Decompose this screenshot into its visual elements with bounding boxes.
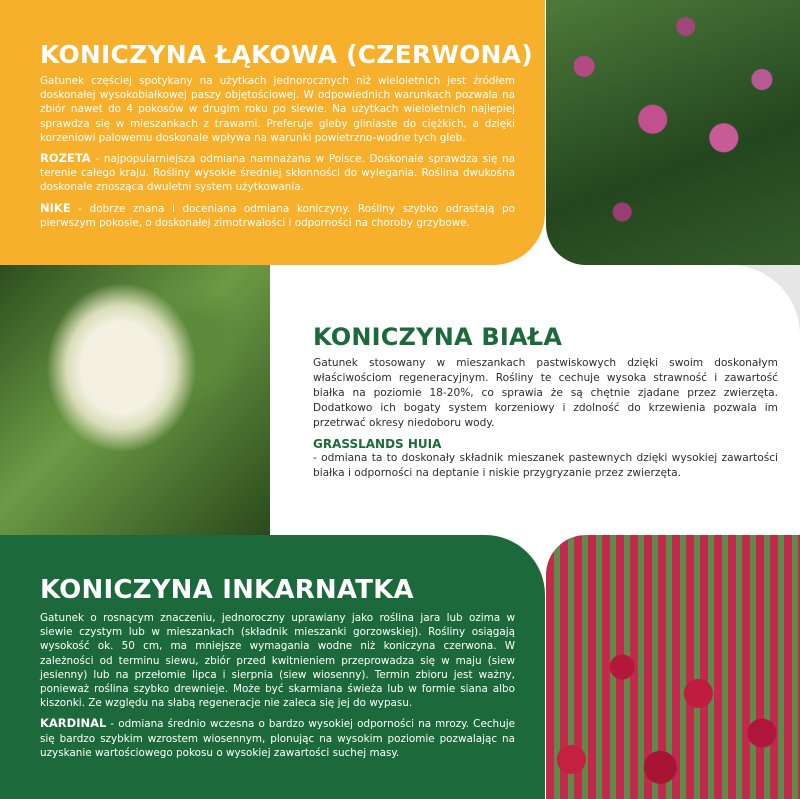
white-clover-section <box>313 322 778 487</box>
variety-name: NIKE <box>40 200 71 215</box>
variety-name: GRASSLANDS HUIA <box>313 437 442 451</box>
crimson-clover-title: KONICZYNA INKARNATKA <box>40 575 414 605</box>
variety-name: KARDINAL <box>40 716 107 731</box>
red-clover-photo <box>546 0 800 265</box>
crimson-clover-photo <box>546 535 800 799</box>
variety-rozeta <box>40 151 515 195</box>
red-clover-title: KONICZYNA ŁĄKOWA (CZERWONA) <box>40 40 533 69</box>
white-clover-description: Gatunek stosowany w mieszankach pastwiskowych dzięki swoim doskonałym właściwościom regeneracyjnym. Rośliny te cechuje wysoka strawność i zawartość białka na poziomie 18-20%, co sprawia że są chętnie zjadane przez zwierzęta. Dodatkowo ich bogaty system korzeniowy i zdolność do krzewienia pozwala im przetrwać okresy niedoboru wody. <box>313 357 778 429</box>
crimson-clover-section <box>0 535 545 799</box>
variety-nike <box>40 201 515 230</box>
variety-text: - odmiana ta to doskonały składnik mieszanek pastewnych dzięki wysokiej zawartości białka i odporności na deptanie i niskie przygryzanie przez zwierzęta. <box>313 452 778 479</box>
white-clover-photo <box>0 265 270 535</box>
variety-text: - dobrze znana i doceniana odmiana koniczyny. Rośliny szybko odrastają po pierwszym pokosie, o doskonałej zimotrwałości i odporności na choroby grzybowe. <box>40 202 515 229</box>
variety-text: - odmiana średnio wczesna o bardzo wysokiej odporności na mrozy. Cechuje się bardzo szybkim wzrostem wiosennym, plonując na wysokim poziomie pozwalając na uzyskanie wartościowego pokosu o wysokiej zawartości suchej masy. <box>40 718 515 759</box>
red-clover-description: Gatunek częściej spotykany na użytkach jednorocznych niż wieloletnich jest źródłem doskonałej wysokobiałkowej paszy objętościowej. W odpowiednich warunkach pozwala na zbiór nawet do 4 pokosów w drugim roku po siewie. Na użytkach wieloletnich najlepiej sprawdza się w mieszankach z trawami. Preferuje gleby gliniaste do ciężkich, a dzięki korzeniowi palowemu doskonale wpływa na warunki powietrzno-wodne tych gleb. <box>40 75 515 144</box>
crimson-clover-description: Gatunek o rosnącym znaczeniu, jednoroczny uprawiany jako roślina jara lub ozima w siewie czystym lub w mieszankach (składnik mieszanki gorzowskiej). Rośliny osiągają wysokość ok. 50 cm, ma mniejsze wymagania wodne niż koniczyna czerwona. W zależności od terminu siewu, zbiór przed kwitnieniem przeprowadza się w maju (siew jesienny) lub na przełomie lipca i sierpnia (siew wiosenny). Termin zbioru jest ważny, ponieważ roślina szybko drewnieje. Może być skarmiana świeża lub w formie siana albo kiszonki. Ze względu na słabą regeneracje nie zaleca się jej do wypasu. <box>40 612 515 710</box>
variety-kardinal <box>40 716 515 760</box>
white-clover-title: KONICZYNA BIAŁA <box>313 323 563 351</box>
variety-name: ROZETA <box>40 151 91 166</box>
red-clover-section <box>0 0 545 265</box>
variety-text: - najpopularniejsza odmiana namnażana w Polsce. Doskonale sprawdza się na terenie całego kraju. Rośliny wysokie średniej skłonności do wylegania. Roślina dwukośna doskonale znosząca dwuletni system użytkowania. <box>40 153 515 194</box>
